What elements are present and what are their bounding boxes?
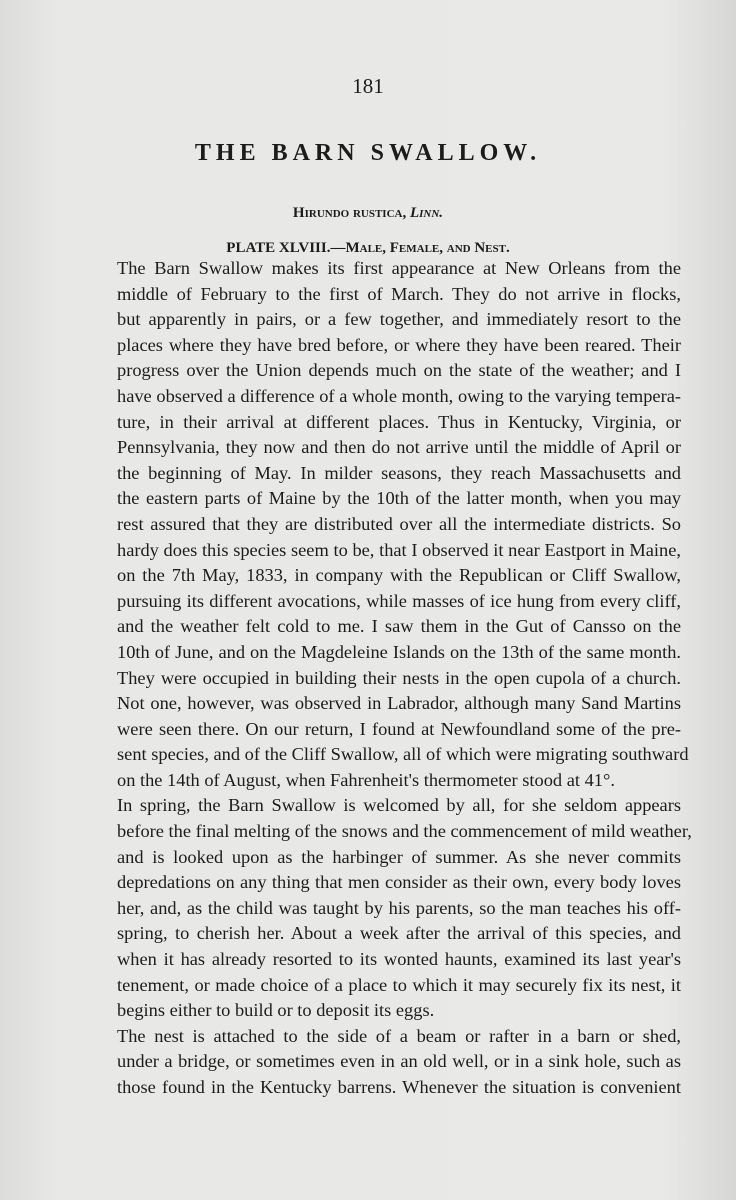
text-line: The Barn Swallow makes its first appearance at New Orleans from the (117, 258, 681, 278)
text-line: progress over the Union depends much on the state of the weather; and I (117, 360, 681, 381)
text-line: middle of February to the first of March. They do not arrive in flocks, (117, 283, 681, 304)
latin-name (0, 205, 736, 222)
text-line: ture, in their arrival at different places. Thus in Kentucky, Virginia, or (117, 411, 681, 432)
paragraph (117, 793, 692, 1023)
paragraph (117, 1024, 681, 1101)
text-line: spring, to cherish her. About a week after the arrival of this species, and (117, 923, 681, 944)
text-line: rest assured that they are distributed over all the intermediate districts. So (117, 513, 681, 534)
plate-caption: PLATE XLVIII.—Male, Female, and Nest. (226, 240, 510, 256)
text-line: before the final melting of the snows and the commencement of mild weather, (117, 821, 692, 842)
text-line: her, and, as the child was taught by his parents, so the man teaches his off- (117, 897, 681, 918)
text-line: the beginning of May. In milder seasons, they reach Massachusetts and (117, 462, 681, 483)
latin-author: Linn. (409, 205, 444, 221)
text-line: on the 14th of August, when Fahrenheit's thermometer stood at 41°. (117, 769, 615, 790)
text-line: those found in the Kentucky barrens. Whenever the situation is convenient (117, 1077, 681, 1097)
text-line: tenement, or made choice of a place to which it may securely fix its nest, it (117, 974, 681, 995)
text-line: under a bridge, or sometimes even in an old well, or in a sink hole, such as (117, 1051, 681, 1072)
text-line: on the 7th May, 1833, in company with the Republican or Cliff Swallow, (117, 565, 681, 586)
text-line: pursuing its different avocations, while masses of ice hung from every cliff, (117, 590, 681, 611)
text-line: hardy does this species seem to be, that I observed it near Eastport in Maine, (117, 539, 681, 560)
text-line: were seen there. On our return, I found at Newfoundland some of the pre- (117, 718, 681, 739)
text-line: Not one, however, was observed in Labrador, although many Sand Martins (117, 693, 681, 714)
text-line: the eastern parts of Maine by the 10th of the latter month, when you may (117, 488, 681, 509)
paragraph (117, 256, 689, 793)
page-number: 181 (352, 74, 384, 98)
text-line: Pennsylvania, they now and then do not arrive until the middle of April or (117, 437, 681, 458)
text-line: sent species, and of the Cliff Swallow, all of which were migrating southward (117, 744, 689, 765)
text-line: but apparently in pairs, or a few together, and immediately resort to the (117, 309, 681, 330)
text-line: and is looked upon as the harbinger of summer. As she never commits (117, 846, 681, 867)
text-line: when it has already resorted to its wonted haunts, examined its last year's (117, 949, 681, 970)
text-line: 10th of June, and on the Magdeleine Islands on the 13th of the same month. (117, 641, 681, 662)
text-line: depredations on any thing that men consider as their own, every body loves (117, 872, 681, 893)
text-line: and the weather felt cold to me. I saw them in the Gut of Cansso on the (117, 616, 681, 637)
text-line: They were occupied in building their nests in the open cupola of a church. (117, 667, 681, 688)
body-text (117, 256, 692, 1101)
text-line: places where they have bred before, or where they have been reared. Their (117, 334, 681, 355)
text-line: have observed a difference of a whole month, owing to the varying tempera- (117, 385, 681, 406)
text-line: begins either to build or to deposit its eggs. (117, 1000, 435, 1021)
latin-name-text: Hirundo rustica, (292, 205, 407, 221)
chapter-title: THE BARN SWALLOW. (194, 140, 542, 166)
text-line: In spring, the Barn Swallow is welcomed by all, for she seldom appears (117, 795, 681, 816)
text-line: The nest is attached to the side of a beam or rafter in a barn or shed, (117, 1025, 681, 1046)
